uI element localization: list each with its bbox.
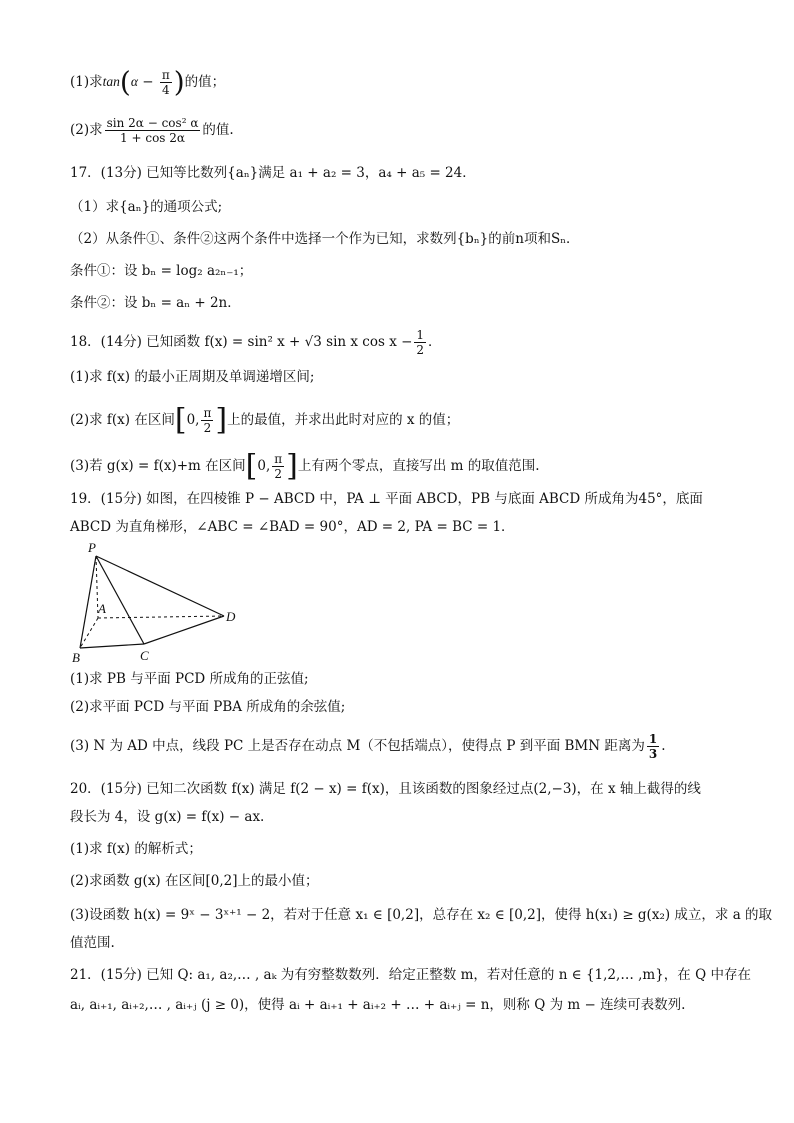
q19-head: 19．(15分) 如图，在四棱锥 P − ABCD 中，PA ⊥ 平面 ABCD，PB 与底面 ABCD 所成角为45°，底面: [70, 491, 703, 507]
label-C: C: [140, 648, 149, 663]
label-B: B: [72, 650, 80, 665]
pyramid-figure: [60, 538, 260, 668]
q20-part1: (1)求 f(x) 的解析式；: [70, 841, 202, 857]
q17-part2: （2）从条件①、条件②这两个条件中选择一个作为已知，求数列{bₙ}的前n项和Sₙ．: [70, 231, 580, 247]
q18-part3: (3)若 g(x) = f(x)+m 在区间[0, $\frac{\pi}{2}$ ]上有两个零点，直接写出 m 的取值范围.: [70, 448, 540, 484]
q17-condition2: 条件②：设 bₙ = aₙ + 2n．: [70, 295, 241, 311]
q21-head: 21．(15分) 已知 Q: a₁, a₂,… , aₖ 为有穷整数数列．给定正整数 m，若对任意的 n ∈ {1,2,… ,m}，在 Q 中存在: [70, 967, 751, 983]
q20-part3: (3)设函数 h(x) = 9ˣ − 3ˣ⁺¹ − 2，若对于任意 x₁ ∈ [0,2]，总存在 x₂ ∈ [0,2]，使得 h(x₁) ≥ g(x₂) 成立，求 a 的取: [70, 907, 773, 923]
q16-part1: (1)求tan(α − $\frac{\pi}{4}$ )的值；: [70, 65, 226, 99]
label-D: D: [226, 609, 236, 624]
q16-part2: (2)求 $\frac{\text{sin 2α − cos² α}}{1 + \cos 2\alpha}$ 的值.: [70, 116, 234, 145]
q18-head: 18．(14分) 已知函数 f(x) = sin² x + √3 sin x cos x − $\frac{1}{2}$ ．: [70, 328, 442, 357]
q18-part2: (2)求 f(x) 在区间[0, $\frac{\pi}{2}$ ]上的最值，并求出此时对应的 x 的值；: [70, 402, 460, 438]
q20-part3b: 值范围.: [70, 935, 115, 951]
q19-part2: (2)求平面 PCD 与平面 PBA 所成角的余弦值;: [70, 699, 346, 715]
q17-head: 17．(13分) 已知等比数列{aₙ}满足 a₁ + a₂ = 3，a₄ + a₅ = 24．: [70, 165, 476, 181]
label-P: P: [88, 540, 96, 555]
q20-part2: (2)求函数 g(x) 在区间[0,2]上的最小值；: [70, 873, 319, 889]
q19-part1: (1)求 PB 与平面 PCD 所成角的正弦值;: [70, 671, 309, 687]
q20-head2: 段长为 4，设 g(x) = f(x) − ax.: [70, 809, 265, 825]
q18-part1: (1)求 f(x) 的最小正周期及单调递增区间;: [70, 369, 315, 385]
q19-head2: ABCD 为直角梯形，∠ABC = ∠BAD = 90°，AD = 2, PA = BC = 1．: [70, 519, 515, 535]
q19-part3: (3) N 为 AD 中点，线段 PC 上是否存在动点 M（不包括端点），使得点 P 到平面 BMN 距离为 $\frac{1}{3}$ .: [70, 732, 666, 761]
q17-condition1: 条件①：设 bₙ = log₂ a₂ₙ₋₁；: [70, 263, 253, 279]
q21-head2: aᵢ, aᵢ₊₁, aᵢ₊₂,… , aᵢ₊ⱼ (j ≥ 0)，使得 aᵢ + aᵢ₊₁ + aᵢ₊₂ + … + aᵢ₊ⱼ = n，则称 Q 为 m − 连续可表数列.: [70, 997, 686, 1013]
label-A: A: [98, 601, 106, 616]
q20-head: 20．(15分) 已知二次函数 f(x) 满足 f(2 − x) = f(x)，且该函数的图象经过点(2,−3)，在 x 轴上截得的线: [70, 781, 701, 797]
q17-part1: （1）求{aₙ}的通项公式;: [70, 199, 223, 215]
